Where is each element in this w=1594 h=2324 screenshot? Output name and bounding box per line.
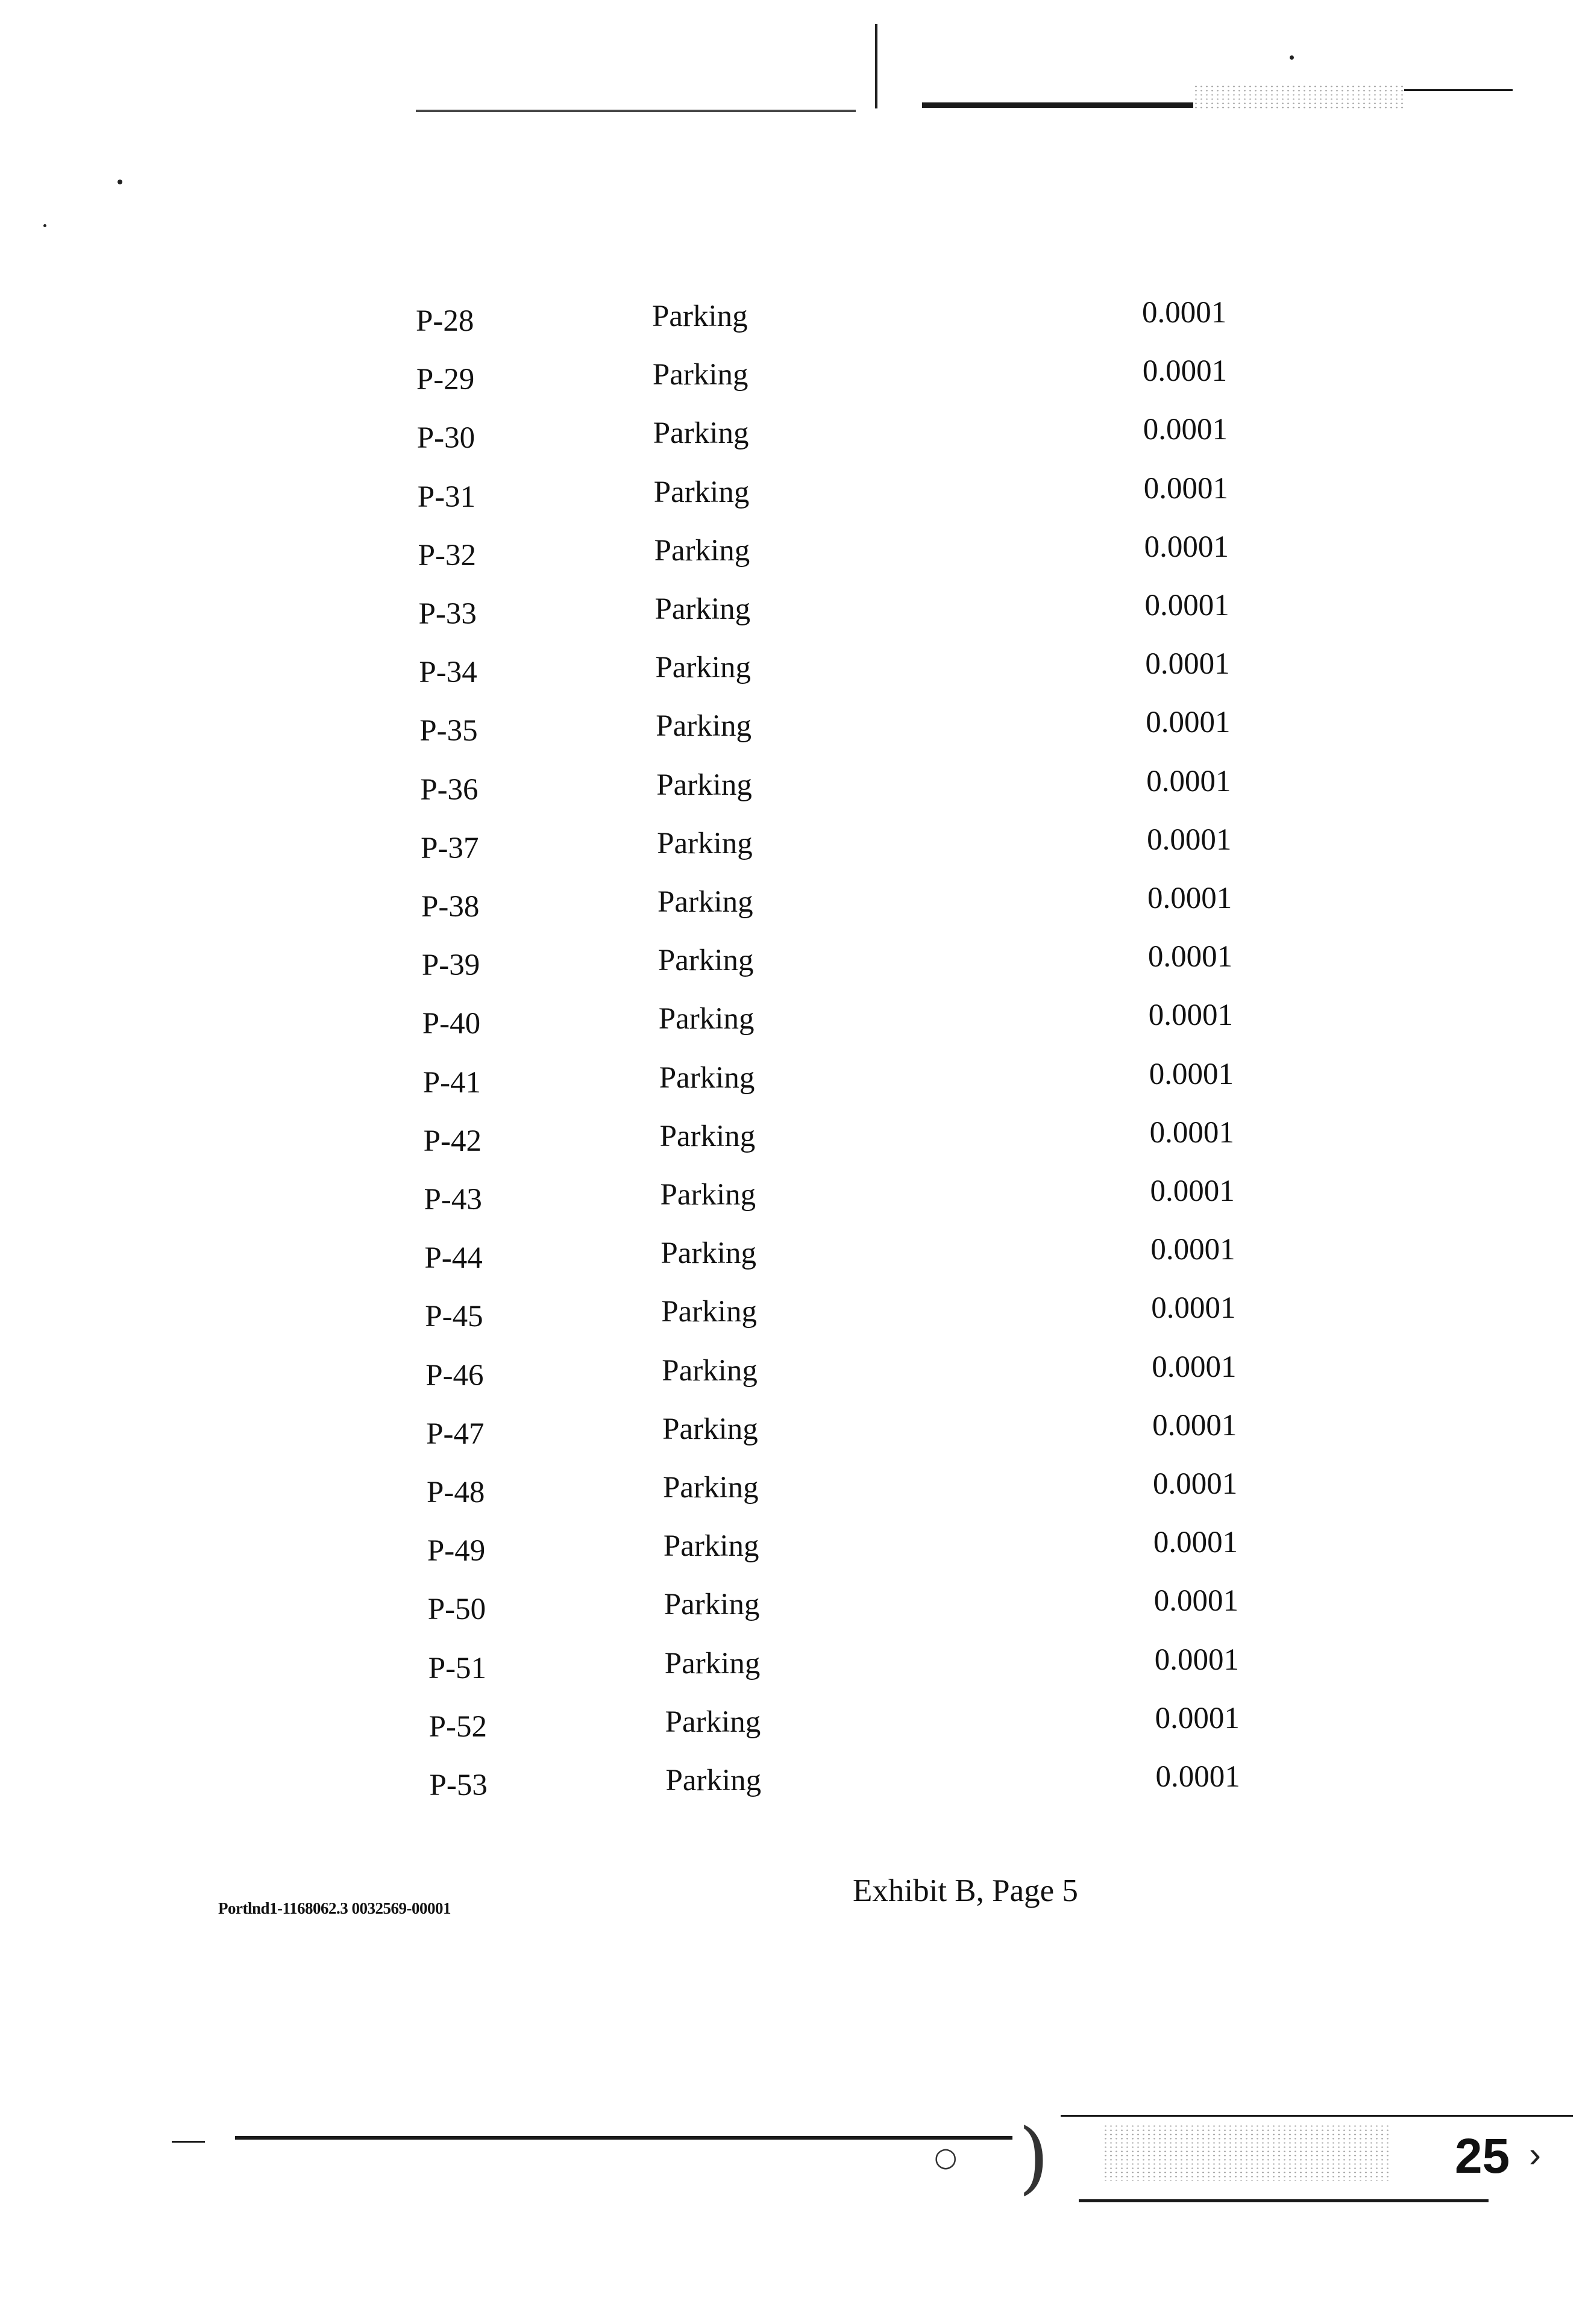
unit-use: Parking (652, 358, 748, 392)
scan-noise-bottom (1103, 2124, 1392, 2181)
unit-use: Parking (663, 1529, 759, 1564)
unit-id: P-46 (425, 1358, 484, 1392)
table-row (3, 647, 1594, 712)
unit-use: Parking (654, 592, 751, 626)
table-row (0, 296, 1594, 361)
unit-percentage: 0.0001 (1153, 1467, 1238, 1501)
table-row (14, 1760, 1594, 1825)
unit-id: P-31 (417, 480, 476, 514)
scan-artifact-bottom-far-left (172, 2141, 205, 2143)
table-row (5, 822, 1594, 888)
unit-percentage: 0.0001 (1142, 354, 1228, 389)
table-row (6, 940, 1594, 1005)
table-row (2, 530, 1594, 595)
unit-use: Parking (653, 416, 749, 451)
unit-use: Parking (658, 1002, 755, 1036)
unit-id: P-36 (420, 772, 479, 807)
unit-percentage: 0.0001 (1152, 1408, 1237, 1442)
table-row (10, 1408, 1594, 1474)
unit-use: Parking (664, 1646, 761, 1680)
exhibit-page-label: Exhibit B, Page 5 (853, 1873, 1078, 1908)
table-row (4, 764, 1594, 830)
unit-percentage: 0.0001 (1153, 1526, 1238, 1560)
unit-percentage: 0.0001 (1150, 1174, 1235, 1208)
table-row (11, 1526, 1594, 1591)
unit-percentage: 0.0001 (1151, 1291, 1236, 1326)
table-row (1, 354, 1594, 419)
unit-percentage: 0.0001 (1145, 647, 1230, 681)
table-row (11, 1467, 1594, 1532)
table-row (3, 589, 1594, 654)
unit-id: P-37 (421, 831, 479, 865)
table-row (8, 1233, 1594, 1298)
table-row (4, 706, 1594, 771)
scan-artifact-bottom-left (235, 2136, 1012, 2140)
unit-id: P-42 (423, 1124, 482, 1158)
unit-id: P-32 (418, 538, 476, 572)
unit-percentage: 0.0001 (1150, 1233, 1235, 1267)
scan-bracket-mark: ) (1018, 2111, 1049, 2203)
unit-percentage: 0.0001 (1147, 940, 1233, 974)
table-row (2, 471, 1594, 537)
unit-use: Parking (663, 1471, 759, 1505)
unit-percentage: 0.0001 (1149, 1115, 1234, 1150)
table-row (10, 1350, 1594, 1415)
bates-chevron-mark: › (1529, 2134, 1541, 2175)
document-id: Portlnd1-1168062.3 0032569-00001 (218, 1899, 451, 1917)
unit-percentage: 0.0001 (1149, 1057, 1234, 1091)
unit-percentage: 0.0001 (1148, 998, 1234, 1033)
unit-id: P-53 (429, 1768, 488, 1802)
unit-id: P-49 (427, 1534, 486, 1568)
unit-id: P-33 (418, 597, 477, 631)
unit-id: P-51 (428, 1651, 487, 1685)
unit-percentage: 0.0001 (1155, 1760, 1240, 1794)
unit-use: Parking (655, 651, 752, 685)
scan-circle-mark: ○ (934, 2142, 958, 2173)
unit-percentage: 0.0001 (1153, 1584, 1239, 1618)
unit-use: Parking (661, 1236, 757, 1271)
unit-use: Parking (652, 299, 748, 333)
unit-use: Parking (659, 1119, 756, 1153)
unit-use: Parking (656, 709, 752, 744)
table-row (13, 1701, 1594, 1767)
unit-use: Parking (664, 1588, 760, 1622)
unit-id: P-40 (422, 1007, 481, 1041)
unit-id: P-41 (422, 1065, 482, 1100)
unit-use: Parking (657, 885, 753, 919)
unit-use: Parking (660, 1178, 756, 1212)
table-row (1, 413, 1594, 478)
unit-id: P-45 (425, 1300, 483, 1334)
unit-id: P-38 (421, 890, 480, 924)
unit-percentage: 0.0001 (1154, 1643, 1239, 1677)
unit-use: Parking (665, 1705, 761, 1739)
unit-id: P-30 (416, 421, 475, 456)
unit-use: Parking (662, 1353, 758, 1388)
bates-number: 25 (1455, 2129, 1510, 2184)
unit-percentage: 0.0001 (1146, 764, 1231, 798)
unit-use: Parking (665, 1764, 762, 1797)
unit-percentage: 0.0001 (1155, 1701, 1240, 1735)
table-row (7, 998, 1594, 1063)
unit-id: P-28 (416, 304, 474, 338)
unit-use: Parking (661, 1295, 757, 1329)
scan-artifact-bottom-right (1079, 2199, 1489, 2202)
unit-id: P-50 (427, 1593, 486, 1627)
unit-percentage: 0.0001 (1143, 413, 1228, 447)
unit-percentage: 0.0001 (1143, 471, 1228, 506)
unit-id: P-29 (416, 363, 475, 397)
unit-id: P-35 (419, 714, 478, 748)
unit-use: Parking (659, 1060, 755, 1095)
unit-percentage: 0.0001 (1142, 296, 1227, 330)
unit-percentage: 0.0001 (1147, 822, 1232, 857)
table-row (13, 1643, 1594, 1708)
table-row (5, 882, 1594, 947)
unit-id: P-44 (424, 1241, 483, 1276)
unit-percentage: 0.0001 (1147, 882, 1232, 915)
unit-percentage: 0.0001 (1144, 530, 1229, 564)
table-row (12, 1584, 1594, 1649)
table-row (9, 1291, 1594, 1356)
unit-percentage: 0.0001 (1152, 1350, 1237, 1384)
unit-percentage: 0.0001 (1146, 706, 1231, 740)
table-row (8, 1115, 1594, 1181)
unit-use: Parking (654, 533, 750, 568)
unit-use: Parking (653, 475, 750, 509)
scan-artifact-bottom-rule (1061, 2115, 1573, 2117)
unit-id: P-43 (424, 1183, 482, 1217)
unit-use: Parking (662, 1412, 758, 1446)
unit-use: Parking (656, 768, 752, 802)
unit-id: P-52 (428, 1709, 487, 1744)
unit-id: P-34 (419, 656, 477, 690)
table-row (8, 1174, 1594, 1239)
table-row (7, 1057, 1594, 1123)
unit-use: Parking (657, 944, 754, 978)
unit-percentage: 0.0001 (1144, 589, 1229, 622)
unit-id: P-39 (421, 948, 480, 983)
unit-use: Parking (657, 826, 753, 860)
unit-id: P-48 (427, 1476, 485, 1509)
unit-id: P-47 (426, 1417, 485, 1451)
